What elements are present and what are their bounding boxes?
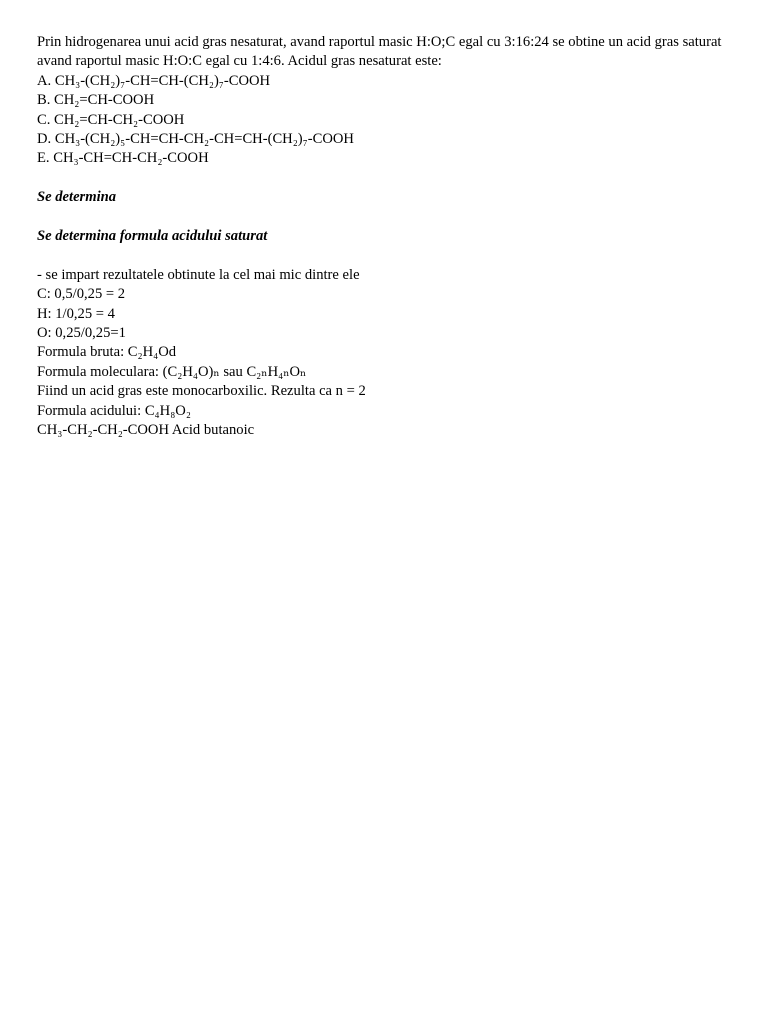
ratio-oxygen: O: 0,25/0,25=1 xyxy=(37,325,126,342)
ratio-hydrogen: H: 1/0,25 = 4 xyxy=(37,305,115,322)
option-d: D. CH₃-(CH₂)₅-CH=CH-CH₂-CH=CH-(CH₂)₇-COOH xyxy=(37,131,354,148)
formula-bruta-value: C₂H₄Od xyxy=(127,344,177,361)
heading-formula-acid-saturat: Se determina formula acidului saturat xyxy=(37,228,268,245)
formula-moleculara-line xyxy=(37,363,737,382)
formula-moleculara-value-2: C₂ₙH₄ₙOₙ xyxy=(246,363,307,380)
heading-se-determina: Se determina xyxy=(37,189,117,206)
formula-bruta-line xyxy=(37,343,737,362)
option-c: C. CH₂=CH-CH₂-COOH xyxy=(37,111,185,128)
formula-acid-label: Formula acidului: xyxy=(37,402,145,419)
formula-acid-value: C₄H₈O₂ xyxy=(144,402,191,419)
spacer xyxy=(37,246,737,265)
monocarboxilic-line: Fiind un acid gras este monocarboxilic. Rezulta ca n = 2 xyxy=(37,383,366,400)
spacer xyxy=(37,208,737,227)
formula-bruta-label: Formula bruta: xyxy=(37,344,128,361)
formula-moleculara-separator: sau xyxy=(219,363,247,380)
answer-line: CH₃-CH₂-CH₂-COOH Acid butanoic xyxy=(37,422,255,439)
ratio-carbon: C: 0,5/0,25 = 2 xyxy=(37,286,126,303)
formula-acid-line xyxy=(37,402,737,421)
option-e: E. CH₃-CH=CH-CH₂-COOH xyxy=(37,150,209,167)
spacer xyxy=(37,169,737,188)
formula-moleculara-value-1: (C₂H₄O)ₙ xyxy=(162,363,220,380)
formula-moleculara-label: Formula moleculara: xyxy=(37,363,163,380)
problem-statement: Prin hidrogenarea unui acid gras nesaturat, avand raportul masic H:O;C egal cu 3:16:24 se obtine un acid gras saturat avand raportul masic H:O:C egal cu 1:4:6. Acidul gras nesaturat este: xyxy=(37,34,722,70)
option-a: A. CH₃-(CH₂)₇-CH=CH-(CH₂)₇-COOH xyxy=(37,72,271,89)
option-b: B. CH₂=CH-COOH xyxy=(37,92,155,109)
step-divide: - se impart rezultatele obtinute la cel mai mic dintre ele xyxy=(37,266,360,283)
document-page xyxy=(37,33,737,440)
